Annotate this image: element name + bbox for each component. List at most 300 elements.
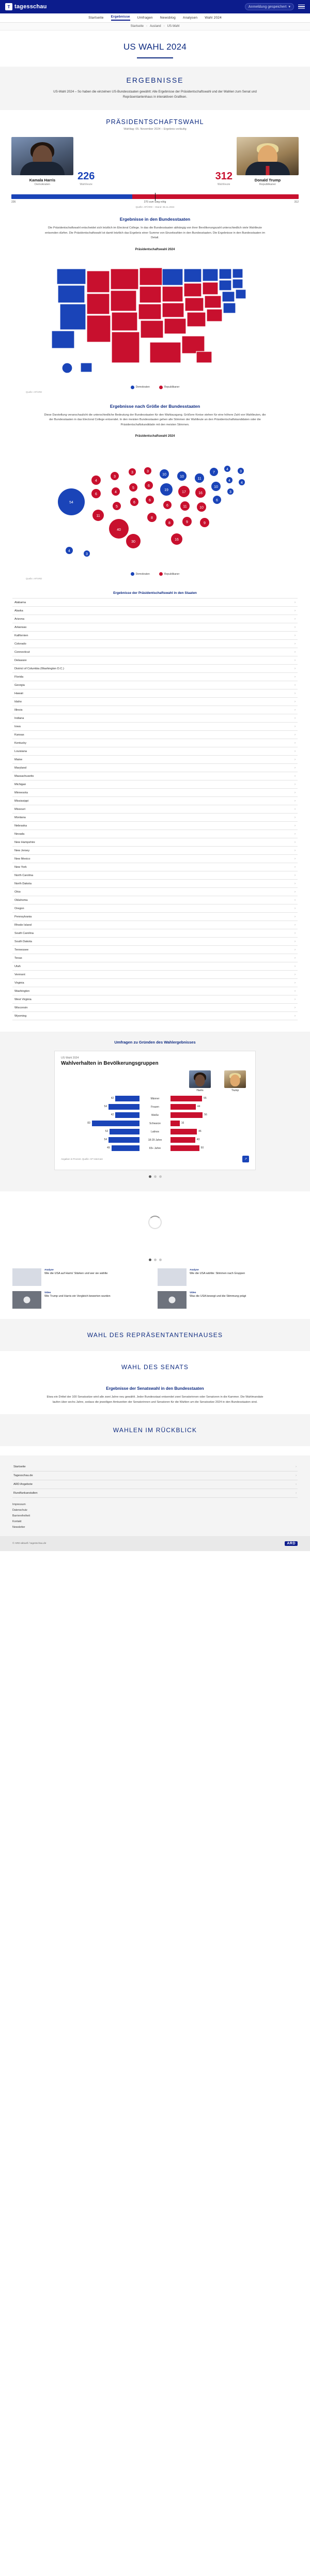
chevron-right-icon: › [295,692,296,695]
accordion-item-state[interactable] [12,689,298,698]
accordion-item-state[interactable] [12,987,298,995]
svg-text:3: 3 [229,490,231,495]
accordion-item-label: Ohio [14,890,21,894]
accordion-item-state[interactable] [12,913,298,921]
chevron-right-icon: › [295,840,296,844]
chevron-right-icon: › [295,658,296,662]
chart-bar-row [61,1112,249,1118]
avatar [224,1070,246,1088]
choropleth-map[interactable] [12,253,298,382]
accordion-item-state[interactable] [12,938,298,946]
breadcrumb-item-0[interactable]: Startseite [130,25,144,28]
accordion-item-label: Michigan [14,783,26,786]
polls-heading: Umfragen zu Gründen des Wahlergebnisses [114,1040,196,1045]
accordion-item-state[interactable] [12,640,298,648]
ard-logo-box: ARD [285,1541,298,1546]
burger-menu-icon[interactable] [298,5,305,9]
map-caption: Präsidentschaftswahl 2024 [135,248,175,251]
chevron-right-icon: › [295,642,296,646]
brand[interactable] [5,3,47,10]
chart-legend [61,1070,249,1092]
teaser-title: Wie die USA wählte: Stimmen nach Gruppen [190,1272,245,1276]
chart-value-trump: 46 [198,1130,202,1133]
chart-value-harris: 42 [111,1113,114,1117]
svg-text:10: 10 [214,485,218,489]
svg-text:3: 3 [86,553,88,557]
teaser-card[interactable] [12,1291,152,1309]
teaser-title: Wie Trump und Harris ein Vergleich bewerten wurden [44,1295,111,1298]
chart-footnote: Angaben in Prozent. Quelle: AP VoteCast [61,1158,103,1161]
breadcrumb-item-2[interactable]: US-Wahl [167,25,180,28]
footer-link[interactable]: Kontakt [12,1520,22,1524]
svg-text:4: 4 [226,468,228,472]
accordion-item-label: Mississippi [14,799,29,803]
svg-text:54: 54 [69,501,73,505]
map-source: Quelle: AP/ARD [26,390,42,393]
chart-category-label: 65+ Jahre [149,1146,161,1150]
chart-category-label: Weiße [151,1113,159,1117]
accordion-item-label: Virginia [14,981,24,985]
accordion-item-label: North Carolina [14,873,34,877]
accordion-item-label: Maine [14,758,23,761]
nav-item-newsblog[interactable]: Newsblog [160,16,176,20]
accordion-item-label: New Jersey [14,849,30,852]
accordion-item-state[interactable] [12,863,298,871]
chevron-right-icon: › [295,923,296,927]
svg-text:16: 16 [175,538,179,542]
accordion-item-state[interactable] [12,971,298,979]
accordion-item-state[interactable] [12,673,298,681]
candidate-name: Kamala Harris [29,178,56,183]
accordion-item-label: Oregon [14,907,24,910]
accordion-item-state[interactable] [12,814,298,822]
accordion-item-state[interactable] [12,880,298,888]
chart-bar-harris [92,1121,140,1126]
candidate-name: Donald Trump [254,178,281,183]
poll-chart-card [54,1051,256,1170]
accordion-item-state[interactable] [12,780,298,789]
breadcrumb-separator-icon: › [146,25,147,28]
accordion-item-state[interactable] [12,648,298,656]
accordion-item-state[interactable] [12,954,298,962]
teaser-row [12,1268,298,1286]
chevron-down-icon: ▾ [288,5,290,9]
accordion-item-label: Florida [14,675,24,679]
chart-value-trump: 50 [200,1146,204,1150]
svg-text:8: 8 [168,522,171,526]
nav-item-analysen[interactable]: Analysen [182,16,198,20]
accordion-item-label: Texas [14,956,22,960]
accordion-item-label: Minnesota [14,791,28,794]
footer-link[interactable]: Newsletter [12,1526,25,1529]
svg-text:11: 11 [96,514,100,518]
state-results-heading: Ergebnisse in den Bundesstaaten [119,217,191,222]
hero [0,30,310,67]
accordion-item-label: North Dakota [14,882,32,885]
teaser-thumbnail-video[interactable] [12,1291,41,1309]
copyright: © ARD-aktuell / tagesschau.de [12,1542,47,1545]
accordion-item-label: Kalifornien [14,634,28,637]
carousel-dot-1[interactable] [149,1175,151,1178]
chevron-right-icon: › [295,683,296,687]
svg-text:3: 3 [240,470,242,474]
chevron-right-icon: › [295,650,296,654]
teaser-card[interactable] [158,1268,298,1286]
chart-category-label: Schwarze [149,1122,161,1125]
electoral-bar [11,194,299,199]
share-icon[interactable]: ↗ [242,1156,249,1162]
accordion-item-label: Wyoming [14,1014,27,1018]
chevron-right-icon: › [295,700,296,703]
bar-left-value: 226 [11,201,16,204]
bar-right-value: 312 [294,201,299,204]
chevron-right-icon: › [295,609,296,612]
footer-link[interactable]: Barrierefreiheit [12,1514,30,1518]
accordion-item-state[interactable] [12,962,298,971]
svg-text:4: 4 [228,479,230,483]
accordion-item-label: Georgia [14,683,25,687]
svg-text:4: 4 [68,549,70,554]
accordion-item-label: Kansas [14,733,24,737]
bubble-map-block [0,395,310,582]
chevron-right-icon: › [295,998,296,1001]
svg-text:30: 30 [131,540,135,544]
carousel-dot-2[interactable] [154,1175,157,1178]
chevron-right-icon: › [295,832,296,836]
bubble-map-svg[interactable] [47,440,264,569]
accordion-item-state[interactable] [12,871,298,880]
results-intro-text: US-Wahl 2024 – So haben die einzelnen US-Bundesstaaten gewählt: Alle Ergebnisse der Präsidentschaftswahl und der Wahlen zum Senat und Repräsentantenhaus in interaktiven Grafiken. [53,90,257,99]
chart-bar-harris [115,1112,140,1118]
accordion-item-state[interactable] [12,822,298,830]
trump-electors: 312 [215,171,233,182]
accordion-item-state[interactable] [12,632,298,640]
bubble-map-legend [12,572,298,576]
svg-text:3: 3 [131,471,133,475]
legend-label-rep: Republikaner [164,572,180,576]
teaser-kicker: Video [190,1291,196,1294]
accordion-item-state[interactable] [12,921,298,929]
svg-text:4: 4 [95,479,97,483]
presidential-section [0,110,310,190]
chevron-right-icon: › [295,873,296,877]
accordion-item-label: Idaho [14,700,22,703]
chart-category-label: Männer [150,1097,160,1100]
legend-label-rep: Republikaner [164,386,180,389]
accordion-item-state[interactable] [12,772,298,780]
legend-item-dem [131,386,150,389]
chart-legend-trump [224,1070,246,1092]
chart-bar-row [61,1103,249,1110]
footer [0,1455,310,1551]
avatar [189,1070,211,1088]
chevron-right-icon: › [295,625,296,629]
us-map-svg[interactable] [47,253,264,382]
footer-list-item-label: Rundfunkanstalten [13,1492,38,1495]
accordion-item-state[interactable] [12,1004,298,1012]
chevron-right-icon: › [295,964,296,968]
brand-logo-icon: T [5,3,12,10]
state-results-text: Die Präsidentschaftswahl entscheidet sich letztlich im Electoral College. In das die Bundesstaaten abhängig von ihrer Bevölkerungszahl unterschiedlich viele Wahlleute entsenden dürfen. Die Präsidentschaftswahl ist damit letztlich das Ergebnis einer Summe von Einzelwahlen in den Bundesstaaten. Die Ergebnisse in den Bundesstaaten im Detail. [45,226,265,240]
accordion-item-state[interactable] [12,789,298,797]
accordion-item-label: Illinois [14,708,23,712]
legend-swatch-dem [131,386,134,389]
accordion-item-state[interactable] [12,946,298,954]
chevron-right-icon: › [296,1492,297,1495]
chevron-right-icon: › [295,1006,296,1009]
chart-bar-harris [115,1096,140,1101]
chevron-right-icon: › [295,940,296,943]
chart-footer [61,1156,249,1162]
chart-kicker: US Wahl 2024 [61,1056,79,1060]
svg-text:19: 19 [164,488,168,493]
chevron-right-icon: › [295,849,296,852]
legend-item-dem [131,572,150,576]
chart-value-harris: 54 [104,1138,107,1142]
bubble-map-caption: Präsidentschaftswahl 2024 [135,435,175,438]
accordion-item-label: South Carolina [14,931,34,935]
candidate-row [11,137,299,186]
electoral-bar-legend [11,201,299,204]
senate-results-heading: Ergebnisse der Senatswahl in den Bundesstaaten [106,1386,204,1391]
accordion-item-state[interactable] [12,888,298,896]
carousel-dot-3[interactable] [159,1175,162,1178]
chevron-right-icon: › [295,857,296,861]
accordion-item-label: Alaska [14,609,23,612]
trump-electors-label: Wahlleute [217,183,230,187]
chart-bar-trump [171,1129,197,1134]
accordion-item-label: Oklahoma [14,898,28,902]
svg-text:17: 17 [182,490,186,495]
chart-bar-trump [171,1112,203,1118]
title-underline [137,57,173,58]
chart-value-trump: 43 [196,1138,200,1142]
accordion-item-label: Colorado [14,642,26,646]
accordion-item-state[interactable] [12,1012,298,1020]
accordion-item-label: New Mexico [14,857,30,861]
accordion-item-label: Kentucky [14,741,27,745]
accordion-item-state[interactable] [12,665,298,673]
nav-item-umfragen[interactable]: Umfragen [137,16,153,20]
accordion-item-state[interactable] [12,714,298,723]
svg-text:6: 6 [95,493,97,497]
accordion-item-state[interactable] [12,896,298,904]
states-accordion-heading: Ergebnisse der Präsidentschaftswahl in den Staaten [113,591,197,595]
chart-bar-trump [171,1104,196,1110]
svg-text:6: 6 [149,499,151,503]
accordion-item-state[interactable] [12,995,298,1004]
accordion-item-state[interactable] [12,607,298,615]
svg-text:40: 40 [117,528,121,532]
nav-item-startseite[interactable]: Startseite [88,16,104,20]
accordion-item-state[interactable] [12,805,298,814]
accordion-item-state[interactable] [12,698,298,706]
legend-item-rep [159,386,179,389]
chart-bar-trump [171,1137,195,1143]
svg-text:4: 4 [115,490,117,495]
footer-list-item[interactable] [12,1480,298,1489]
accordion-item-label: Vermont [14,973,25,976]
footer-list-item[interactable] [12,1463,298,1471]
accordion-item-label: Pennsylvania [14,915,32,918]
accordion-item-label: Montana [14,816,26,819]
svg-text:11: 11 [197,477,202,481]
chevron-right-icon: › [295,741,296,745]
accordion-item-label: Arizona [14,617,24,621]
accordion-item-state[interactable] [12,681,298,689]
chevron-right-icon: › [295,733,296,737]
login-status-label: Anmeldung gespeichert [248,5,287,9]
chart-bar-row [61,1095,249,1102]
teaser-thumbnail [158,1268,187,1286]
accordion-item-state[interactable] [12,830,298,838]
teaser-thumbnail [12,1268,41,1286]
chevron-right-icon: › [296,1465,297,1469]
accordion-item-label: Rhode Island [14,923,32,927]
footer-link[interactable]: Datenschutz [12,1509,27,1512]
chevron-right-icon: › [295,890,296,894]
svg-text:4: 4 [241,481,243,485]
main-nav [0,13,310,23]
accordion-item-label: Louisiana [14,749,27,753]
accordion-item-label: Massachusetts [14,774,34,778]
chart-title: Wahlverhalten in Bevölkerungsgruppen [61,1061,159,1067]
accordion-item-state[interactable] [12,855,298,863]
chevron-right-icon: › [295,774,296,778]
chevron-right-icon: › [295,981,296,985]
accordion-item-state[interactable] [12,747,298,756]
brand-name: tagesschau [14,4,47,10]
footer-list-item[interactable] [12,1489,298,1498]
accordion-item-state[interactable] [12,838,298,847]
footer-bottom [0,1536,310,1551]
accordion-item-state[interactable] [12,979,298,987]
states-accordion [12,598,298,1020]
teaser-kicker: Analyse [190,1268,199,1271]
accordion-item-label: New Hampshire [14,840,35,844]
legend-item-rep [159,572,179,576]
bar-majority-note: 270 zum Sieg nötig [144,201,166,204]
polls-section [0,1032,310,1191]
legend-swatch-rep [159,386,163,389]
accordion-item-state[interactable] [12,929,298,938]
chart-plot-area [61,1095,249,1152]
chart-bar-row [61,1137,249,1143]
svg-text:3: 3 [147,470,149,474]
chevron-right-icon: › [295,634,296,637]
accordion-item-state[interactable] [12,731,298,739]
harris-electors: 226 [78,171,95,182]
retrospective-heading: WAHLEN IM RÜCKBLICK [0,1414,310,1446]
house-section-heading: WAHL DES REPRÄSENTANTENHAUSES [0,1319,310,1351]
teaser-row [12,1291,298,1309]
chart-value-harris: 54 [104,1105,107,1109]
login-status-pill[interactable] [245,3,294,10]
footer-link[interactable]: Impressum [12,1503,26,1507]
map-legend [12,386,298,389]
teaser-card[interactable] [158,1291,298,1309]
accordion-item-label: Nevada [14,832,25,836]
chart-bar-harris [109,1104,140,1110]
chart-value-trump: 56 [204,1113,207,1117]
accordion-item-state[interactable] [12,739,298,747]
accordion-item-state[interactable] [12,615,298,623]
chevron-right-icon: › [295,973,296,976]
teaser-kicker: Analyse [44,1268,54,1271]
legend-label-dem: Demokraten [135,572,150,576]
loading-area [0,1191,310,1253]
footer-list-item-label: Tagesschau.de [13,1474,33,1478]
teaser-thumbnail-video[interactable] [158,1291,187,1309]
results-intro-section [0,67,310,110]
breadcrumb-item-1[interactable]: Ausland [149,25,161,28]
chevron-right-icon: › [295,708,296,712]
footer-list-item[interactable] [12,1471,298,1480]
harris-electors-label: Wahlleute [80,183,93,187]
accordion-item-state[interactable] [12,756,298,764]
accordion-item-state[interactable] [12,797,298,805]
accordion-item-label: Tennessee [14,948,29,952]
svg-text:11: 11 [183,505,187,509]
nav-item-ergebnisse[interactable]: Ergebnisse [111,15,130,21]
chevron-right-icon: › [296,1483,297,1486]
senate-section-heading: WAHL DES SENATS [0,1351,310,1383]
chevron-right-icon: › [295,675,296,679]
accordion-item-state[interactable] [12,723,298,731]
svg-text:6: 6 [216,499,218,503]
breadcrumb-separator-icon: › [163,25,165,28]
accordion-item-label: Nebraska [14,824,27,827]
teaser-title: Wie die USA auf Harris' Stärken und wer sie wählte [44,1272,108,1276]
chart-bar-row [61,1128,249,1135]
accordion-item-state[interactable] [12,764,298,772]
accordion-item-state[interactable] [12,623,298,632]
carousel-dots[interactable] [0,1175,310,1178]
chart-value-trump: 44 [197,1105,200,1109]
svg-text:9: 9 [186,520,188,525]
chevron-right-icon: › [295,931,296,935]
accordion-item-state[interactable] [12,656,298,665]
teaser-card[interactable] [12,1268,152,1286]
accordion-item-state[interactable] [12,706,298,714]
accordion-item-state[interactable] [12,599,298,607]
majority-marker [155,193,156,201]
senate-results-text: Etwa ein Drittel der 100 Senatssitze wird alle zwei Jahre neu gewählt. Jeder Bundesstaat entsendet zwei Senatorinnen oder Senatoren in die Kammer. Die Wahlmandate laufen über sechs Jahre, sodass die jeweiligen Amtszeiten der Senatorinnen und Senatoren für die Wahlen um die Senatssitze 2024 in den Bundesstaaten sind. [47,1396,264,1404]
bubble-map[interactable] [12,440,298,569]
presidential-subtitle: Wahltag: 05. November 2024 – Ergebnis vorläufig [123,128,187,131]
svg-text:16: 16 [198,492,203,496]
accordion-item-label: Hawaii [14,692,23,695]
svg-text:3: 3 [114,475,116,479]
electoral-score [73,171,237,186]
teaser-grid [0,1261,310,1319]
svg-text:6: 6 [148,484,150,488]
chart-legend-label-trump: Trump [231,1089,239,1093]
chevron-right-icon: › [295,816,296,819]
chart-bar-trump [171,1145,199,1151]
chart-value-harris: 52 [105,1130,109,1133]
accordion-item-state[interactable] [12,847,298,855]
accordion-item-state[interactable] [12,904,298,913]
bubble-map-heading: Ergebnisse nach Größe der Bundesstaaten [110,403,200,409]
chevron-right-icon: › [295,617,296,621]
ard-logo [285,1541,298,1546]
nav-item-wahl2024[interactable]: Wahl 2024 [205,16,222,20]
svg-text:10: 10 [199,506,204,510]
breadcrumb [0,23,310,30]
chevron-right-icon: › [295,1014,296,1018]
accordion-item-label: Iowa [14,725,21,728]
